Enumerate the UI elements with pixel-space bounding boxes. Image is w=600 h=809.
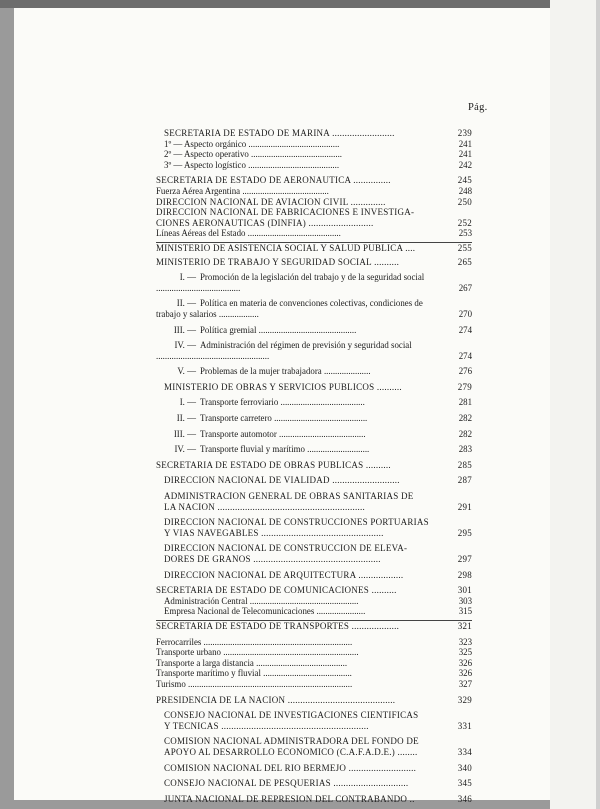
- toc-entry: [156, 721, 472, 732]
- toc-entry-page: 250: [457, 196, 472, 207]
- page-column-header: Pág.: [468, 102, 488, 113]
- toc-entry-title: [164, 491, 446, 502]
- toc-entry-text: DORES DE GRANOS ...................................................: [164, 554, 381, 564]
- toc-entry-text: DIRECCION NACIONAL DE VIALIDAD ...........................: [164, 475, 400, 486]
- toc-entry-title: [156, 621, 446, 632]
- toc-entry-title: [156, 340, 446, 361]
- toc-entry-page: 345: [457, 778, 472, 789]
- toc-entry-page: 283: [458, 444, 472, 455]
- toc-entry-page: 331: [457, 720, 472, 731]
- toc-entry-page: 297: [457, 554, 472, 564]
- toc-entry-text: MINISTERIO DE TRABAJO Y SEGURIDAD SOCIAL ..........: [156, 256, 400, 267]
- toc-entry-title: [164, 747, 446, 758]
- toc-entry-number: III. —: [173, 428, 196, 439]
- toc-entry-page: 298: [457, 569, 472, 580]
- toc-entry: [156, 207, 472, 218]
- toc-entry-page: 267: [458, 282, 472, 293]
- toc-entry-title: [164, 149, 446, 160]
- toc-entry-title: [156, 243, 446, 254]
- toc-entry: [156, 382, 472, 393]
- toc-entry-text: SECRETARIA DE ESTADO DE AERONAUTICA ...............: [156, 175, 391, 186]
- toc-entry-text: PRESIDENCIA DE LA NACION ...........................................: [156, 694, 396, 705]
- toc-entry-page: 255: [457, 242, 472, 253]
- toc-entry-title: [164, 596, 446, 607]
- toc-entry: [156, 502, 472, 513]
- toc-entry: [156, 197, 472, 208]
- toc-entry: [156, 272, 472, 293]
- toc-entry-text: Política gremial ............................................: [200, 324, 357, 335]
- toc-entry-text: Administración del régimen de previsión y seguridad social ...................................................: [156, 340, 412, 361]
- toc-entry-page: 274: [458, 324, 472, 335]
- toc-entry: [156, 242, 472, 254]
- toc-entry-text: SECRETARIA DE ESTADO DE OBRAS PUBLICAS ..........: [156, 459, 391, 470]
- toc-entry: [156, 596, 472, 607]
- toc-entry: [156, 695, 472, 706]
- toc-entry-page: 245: [457, 175, 472, 186]
- toc-entry: [156, 658, 472, 669]
- table-of-contents: [156, 123, 472, 804]
- toc-entry: [156, 366, 472, 377]
- toc-entry-number: I. —: [179, 272, 196, 283]
- toc-entry-text: Transporte a larga distancia .........................................: [156, 657, 348, 668]
- toc-entry: [156, 228, 472, 239]
- toc-entry-title: [156, 272, 446, 293]
- toc-entry-text: COMISION NACIONAL ADMINISTRADORA DEL FONDO DE: [164, 736, 419, 747]
- toc-entry-text: Administración Central .................................................: [164, 595, 359, 606]
- toc-entry: [156, 149, 472, 160]
- toc-entry-page: 303: [458, 595, 472, 606]
- toc-entry: [156, 175, 472, 186]
- toc-entry-text: JUNTA NACIONAL DE REPRESION DEL CONTRABANDO ..: [164, 793, 415, 804]
- toc-entry-page: 327: [458, 678, 472, 689]
- toc-entry: [156, 620, 472, 632]
- toc-entry-text: DIRECCION NACIONAL DE AVIACION CIVIL ..............: [156, 196, 386, 207]
- toc-entry-text: Problemas de la mujer trabajadora .....................: [200, 366, 371, 377]
- toc-entry-text: Política en materia de convenciones colectivas, condiciones de trabajo y salarios ..................: [156, 298, 423, 319]
- toc-entry-number: I. —: [179, 397, 196, 408]
- toc-entry: [156, 778, 472, 789]
- toc-entry: [156, 517, 472, 528]
- toc-entry-title: [156, 679, 446, 690]
- adjacent-page-strip: [550, 0, 600, 809]
- toc-entry-page: 315: [458, 606, 472, 617]
- toc-entry-title: [156, 218, 446, 229]
- toc-entry: [156, 794, 472, 805]
- toc-entry-title: [156, 397, 446, 408]
- toc-entry-title: [156, 658, 446, 669]
- toc-entry-text: Y TECNICAS ...........................................................: [164, 720, 369, 731]
- toc-entry-text: 3º — Aspecto logístico .........................................: [164, 159, 340, 170]
- toc-entry: [156, 543, 472, 554]
- toc-entry: [156, 128, 472, 139]
- toc-entry-page: 270: [458, 308, 472, 319]
- toc-entry-text: CONSEJO NACIONAL DE INVESTIGACIONES CIENTIFICAS: [164, 710, 419, 721]
- toc-entry-title: [164, 128, 446, 139]
- toc-entry-text: DIRECCION NACIONAL DE CONSTRUCCION DE ELEVA-: [164, 543, 408, 554]
- toc-entry-page: 323: [458, 636, 472, 647]
- toc-entry-title: [156, 460, 446, 471]
- toc-entry-text: CIONES AERONAUTICAS (DINFIA) ..........................: [156, 217, 374, 228]
- toc-entry-page: 326: [458, 668, 472, 679]
- toc-entry-text: CONSEJO NACIONAL DE PESQUERIAS ..............................: [164, 778, 409, 789]
- toc-entry: [156, 218, 472, 229]
- toc-entry-page: 346: [457, 793, 472, 804]
- toc-entry-page: 301: [457, 585, 472, 596]
- toc-entry-title: [164, 570, 446, 581]
- toc-entry: [156, 637, 472, 648]
- toc-entry-page: 248: [458, 185, 472, 196]
- toc-entry-title: [164, 606, 446, 617]
- toc-entry: [156, 679, 472, 690]
- toc-entry-title: [156, 298, 446, 319]
- toc-entry-title: [164, 160, 446, 171]
- toc-entry: [156, 298, 472, 319]
- toc-entry-text: SECRETARIA DE ESTADO DE TRANSPORTES ...................: [156, 620, 400, 631]
- toc-entry-text: Promoción de la legislación del trabajo y de la seguridad social ......................................: [156, 272, 425, 293]
- toc-entry-title: [156, 257, 446, 268]
- toc-entry-title: [156, 637, 446, 648]
- toc-entry-text: Fuerza Aérea Argentina .......................................: [156, 185, 329, 196]
- toc-entry: [156, 475, 472, 486]
- toc-entry-number: III. —: [173, 324, 196, 335]
- toc-entry-number: II. —: [176, 413, 196, 424]
- toc-entry-page: 334: [457, 746, 472, 757]
- toc-entry-page: 325: [458, 647, 472, 658]
- toc-entry-text: APOYO AL DESARROLLO ECONOMICO (C.A.F.A.D.E.) ........: [164, 746, 418, 757]
- toc-entry-title: [164, 382, 446, 393]
- toc-entry-title: [164, 543, 446, 554]
- toc-entry-page: 329: [457, 694, 472, 705]
- toc-entry-title: [156, 668, 446, 679]
- toc-entry-title: [156, 325, 446, 336]
- toc-entry: [156, 429, 472, 440]
- toc-entry-page: 276: [458, 366, 472, 377]
- toc-entry-title: [156, 413, 446, 424]
- toc-entry-text: Y VIAS NAVEGABLES .................................................: [164, 527, 384, 538]
- toc-entry-page: 242: [458, 159, 472, 170]
- toc-entry-title: [156, 186, 446, 197]
- toc-entry-page: 282: [458, 413, 472, 424]
- toc-entry-title: [164, 763, 446, 774]
- toc-entry-number: II. —: [176, 298, 196, 309]
- toc-entry: [156, 160, 472, 171]
- toc-entry-number: V. —: [177, 366, 196, 377]
- toc-entry-title: [164, 517, 446, 528]
- toc-entry-text: Transporte carretero ..........................................: [200, 413, 368, 424]
- toc-entry: [156, 668, 472, 679]
- toc-entry: [156, 585, 472, 596]
- toc-entry: [156, 340, 472, 361]
- toc-entry: [156, 554, 472, 565]
- toc-entry-text: MINISTERIO DE OBRAS Y SERVICIOS PUBLICOS ..........: [164, 381, 402, 392]
- toc-entry-page: 285: [457, 459, 472, 470]
- toc-entry-title: [164, 794, 446, 805]
- toc-entry-title: [164, 554, 446, 565]
- toc-entry-text: SECRETARIA DE ESTADO DE MARINA .........................: [164, 128, 395, 138]
- toc-entry-page: 253: [458, 228, 472, 239]
- toc-entry-page: 274: [458, 350, 472, 361]
- toc-entry: [156, 710, 472, 721]
- toc-entry: [156, 460, 472, 471]
- toc-entry: [156, 747, 472, 758]
- toc-entry-title: [156, 647, 446, 658]
- toc-entry-text: LA NACION ...........................................................: [164, 501, 365, 512]
- toc-entry-text: Transporte urbano .............................................................: [156, 647, 359, 658]
- toc-entry-title: [164, 475, 446, 486]
- toc-entry-number: IV. —: [174, 340, 196, 351]
- toc-entry-page: 282: [458, 428, 472, 439]
- toc-entry-text: ADMINISTRACION GENERAL DE OBRAS SANITARIAS DE: [164, 491, 414, 502]
- toc-entry-title: [164, 139, 446, 150]
- toc-entry: [156, 444, 472, 455]
- toc-entry-text: Ferrocarriles ...................................................................: [156, 636, 353, 647]
- toc-entry: [156, 397, 472, 408]
- toc-entry: [156, 491, 472, 502]
- toc-entry-title: [156, 175, 446, 186]
- toc-entry-title: [164, 502, 446, 513]
- toc-entry-text: SECRETARIA DE ESTADO DE COMUNICACIONES ..........: [156, 585, 397, 596]
- toc-entry-text: Turismo ..........................................................................: [156, 678, 353, 689]
- toc-entry-text: 1º — Aspecto orgánico .........................................: [164, 138, 340, 149]
- toc-entry-page: 252: [457, 217, 472, 228]
- scan-top-edge: [0, 0, 600, 8]
- toc-entry: [156, 647, 472, 658]
- toc-entry-text: DIRECCION NACIONAL DE CONSTRUCCIONES PORTUARIAS: [164, 517, 429, 528]
- toc-entry-title: [164, 528, 446, 539]
- toc-entry-text: Empresa Nacional de Telecomunicaciones ......................: [164, 606, 366, 617]
- toc-entry-page: 241: [458, 138, 472, 149]
- toc-entry: [156, 763, 472, 774]
- toc-entry: [156, 528, 472, 539]
- toc-entry-page: 287: [457, 475, 472, 486]
- toc-entry-page: 265: [457, 256, 472, 267]
- toc-entry-page: 279: [457, 381, 472, 392]
- toc-entry-text: Transporte fluvial y marítimo ............................: [200, 444, 370, 455]
- toc-entry: [156, 186, 472, 197]
- toc-entry: [156, 325, 472, 336]
- toc-entry-title: [156, 585, 446, 596]
- toc-entry-page: 321: [457, 620, 472, 631]
- toc-entry: [156, 570, 472, 581]
- toc-entry: [156, 257, 472, 268]
- toc-entry-title: [164, 710, 446, 721]
- toc-entry-text: COMISION NACIONAL DEL RIO BERMEJO ...........................: [164, 762, 417, 773]
- toc-entry-number: IV. —: [174, 444, 196, 455]
- toc-entry: [156, 413, 472, 424]
- toc-entry-text: Transporte marítimo y fluvial ........................................: [156, 668, 352, 679]
- toc-entry-text: 2º — Aspecto operativo .........................................: [164, 149, 343, 160]
- toc-entry-text: Transporte automotor .......................................: [200, 428, 366, 439]
- toc-entry-title: [156, 366, 446, 377]
- toc-entry-page: 241: [458, 149, 472, 160]
- toc-entry-title: [164, 736, 446, 747]
- scan-right-edge: [596, 0, 600, 809]
- toc-entry-text: MINISTERIO DE ASISTENCIA SOCIAL Y SALUD PUBLICA ....: [156, 242, 416, 253]
- toc-entry: [156, 139, 472, 150]
- toc-entry-page: 295: [457, 527, 472, 538]
- toc-entry-page: 281: [458, 397, 472, 408]
- toc-entry-title: [156, 444, 446, 455]
- toc-entry-title: [164, 778, 446, 789]
- toc-entry-title: [156, 429, 446, 440]
- toc-entry-page: 340: [457, 762, 472, 773]
- toc-entry-title: [156, 228, 446, 239]
- toc-entry-text: Líneas Aéreas del Estado ..........................................: [156, 228, 341, 239]
- toc-entry-title: [156, 197, 446, 208]
- toc-entry-page: 291: [457, 501, 472, 512]
- toc-entry-title: [164, 721, 446, 732]
- toc-entry: [156, 736, 472, 747]
- toc-entry-text: DIRECCION NACIONAL DE ARQUITECTURA ..................: [164, 569, 404, 580]
- toc-entry-text: Transporte ferroviario ......................................: [200, 397, 365, 408]
- toc-entry-title: [156, 695, 446, 706]
- toc-entry: [156, 606, 472, 617]
- toc-entry-text: DIRECCION NACIONAL DE FABRICACIONES E INVESTIGA-: [156, 207, 415, 218]
- toc-entry-page: 239: [457, 128, 472, 138]
- toc-entry-title: [156, 207, 446, 218]
- toc-entry-page: 326: [458, 657, 472, 668]
